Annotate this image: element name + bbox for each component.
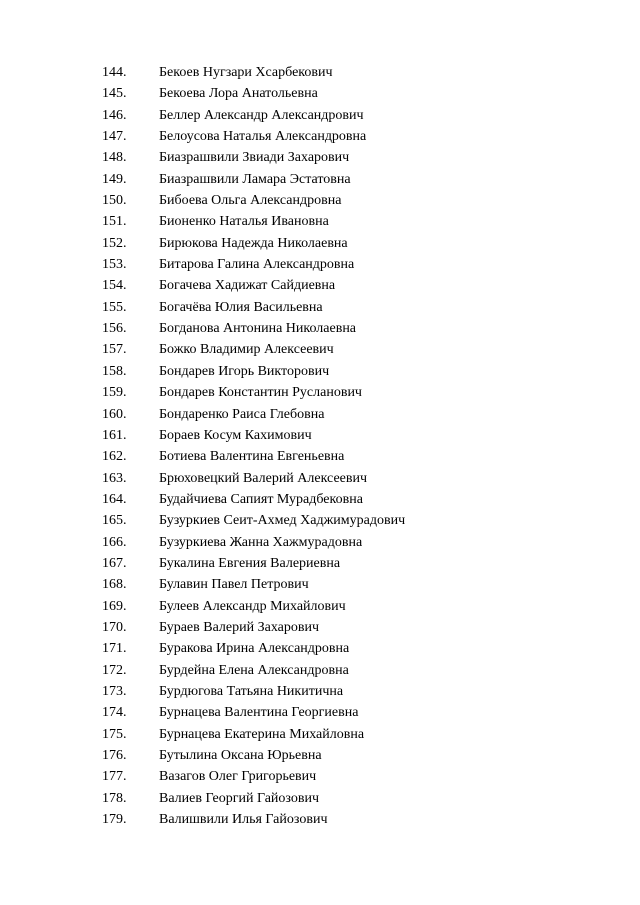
entry-name: Бораев Косум Кахимович xyxy=(159,427,312,443)
entry-name: Бондаренко Раиса Глебовна xyxy=(159,406,325,422)
list-item xyxy=(0,766,640,787)
entry-number: 179. xyxy=(102,812,127,828)
entry-number: 165. xyxy=(102,513,127,529)
entry-name: Булеев Александр Михайлович xyxy=(159,598,346,614)
entry-name: Бекоев Нугзари Хсарбекович xyxy=(159,65,333,80)
entry-name: Битарова Галина Александровна xyxy=(159,257,355,273)
list-item xyxy=(0,83,640,104)
entry-number: 146. xyxy=(102,107,127,123)
list-item xyxy=(0,660,640,681)
entry-name: Беллер Александр Александрович xyxy=(159,107,364,123)
entry-name: Ботиева Валентина Евгеньевна xyxy=(159,449,345,465)
list-item xyxy=(0,745,640,766)
entry-number: 160. xyxy=(102,406,127,422)
entry-number: 164. xyxy=(102,491,127,507)
list-item xyxy=(0,553,640,574)
entry-number: 166. xyxy=(102,534,127,550)
entry-name: Божко Владимир Алексеевич xyxy=(159,342,334,358)
list-item xyxy=(0,62,640,83)
entry-number: 159. xyxy=(102,385,127,401)
entry-number: 152. xyxy=(102,235,127,251)
entry-number: 176. xyxy=(102,748,127,763)
list-item xyxy=(0,297,640,318)
entry-name: Бекоева Лора Анатольевна xyxy=(159,86,318,102)
entry-name: Бондарев Игорь Викторович xyxy=(159,363,330,379)
entry-number: 161. xyxy=(102,427,127,443)
entry-name: Бузуркиева Жанна Хажмурадовна xyxy=(159,534,363,550)
entry-number: 145. xyxy=(102,86,127,102)
list-item xyxy=(0,382,640,403)
list-item xyxy=(0,190,640,211)
entry-name: Булавин Павел Петрович xyxy=(159,577,309,593)
list-item xyxy=(0,638,640,659)
entry-name: Бураев Валерий Захарович xyxy=(159,619,319,635)
entry-number: 153. xyxy=(102,257,127,273)
list-item xyxy=(0,425,640,446)
list-item xyxy=(0,147,640,168)
entry-name: Бурдюгова Татьяна Никитична xyxy=(159,683,344,699)
entry-number: 147. xyxy=(102,129,127,145)
entry-name: Вазагов Олег Григорьевич xyxy=(159,769,317,785)
list-item xyxy=(0,233,640,254)
entry-number: 149. xyxy=(102,171,127,187)
entry-name: Валишвили Илья Гайозович xyxy=(159,812,328,828)
list-item xyxy=(0,211,640,232)
entry-number: 151. xyxy=(102,214,127,230)
list-item xyxy=(0,489,640,510)
list-item xyxy=(0,574,640,595)
entry-number: 177. xyxy=(102,769,127,785)
entry-name: Бузуркиев Сеит-Ахмед Хаджимурадович xyxy=(159,513,406,529)
entry-name: Буракова Ирина Александровна xyxy=(159,641,350,657)
entry-name: Бутылина Оксана Юрьевна xyxy=(159,748,322,763)
list-item xyxy=(0,596,640,617)
entry-name: Брюховецкий Валерий Алексеевич xyxy=(159,470,368,486)
entry-number: 169. xyxy=(102,598,127,614)
list-item xyxy=(0,788,640,809)
entry-number: 148. xyxy=(102,150,127,166)
list-item xyxy=(0,105,640,126)
list-item xyxy=(0,510,640,531)
list-item xyxy=(0,532,640,553)
list-item xyxy=(0,169,640,190)
list-item xyxy=(0,809,640,830)
list-item xyxy=(0,339,640,360)
entry-name: Будайчиева Сапият Мурадбековна xyxy=(159,491,363,507)
entry-number: 154. xyxy=(102,278,127,294)
entry-name: Белоусова Наталья Александровна xyxy=(159,129,367,145)
entry-name: Бурдейна Елена Александровна xyxy=(159,662,349,678)
entry-name: Богданова Антонина Николаевна xyxy=(159,321,357,337)
entry-number: 172. xyxy=(102,662,127,678)
list-item xyxy=(0,404,640,425)
entry-number: 150. xyxy=(102,193,127,209)
entry-name: Бондарев Константин Русланович xyxy=(159,385,362,401)
entry-number: 144. xyxy=(102,65,127,80)
list-item xyxy=(0,702,640,723)
entry-number: 170. xyxy=(102,619,127,635)
entry-number: 157. xyxy=(102,342,127,358)
list-item xyxy=(0,468,640,489)
entry-number: 168. xyxy=(102,577,127,593)
list-item xyxy=(0,724,640,745)
entry-number: 171. xyxy=(102,641,127,657)
entry-name: Букалина Евгения Валериевна xyxy=(159,555,341,571)
entry-number: 175. xyxy=(102,726,127,742)
entry-number: 163. xyxy=(102,470,127,486)
entry-number: 167. xyxy=(102,555,127,571)
entry-number: 178. xyxy=(102,790,127,806)
name-list xyxy=(0,62,640,830)
list-item xyxy=(0,617,640,638)
entry-name: Богачева Хадижат Сайдиевна xyxy=(159,278,336,294)
entry-number: 155. xyxy=(102,299,127,315)
list-item xyxy=(0,126,640,147)
entry-name: Биазрашвили Ламара Эстатовна xyxy=(159,171,351,187)
entry-number: 158. xyxy=(102,363,127,379)
entry-name: Бионенко Наталья Ивановна xyxy=(159,214,329,230)
entry-name: Бирюкова Надежда Николаевна xyxy=(159,235,348,251)
list-item xyxy=(0,275,640,296)
list-item xyxy=(0,446,640,467)
entry-name: Бурнацева Валентина Георгиевна xyxy=(159,705,359,721)
entry-number: 173. xyxy=(102,683,127,699)
list-item xyxy=(0,681,640,702)
entry-number: 156. xyxy=(102,321,127,337)
list-item xyxy=(0,254,640,275)
entry-name: Валиев Георгий Гайозович xyxy=(159,790,319,806)
list-item xyxy=(0,361,640,382)
entry-name: Бурнацева Екатерина Михайловна xyxy=(159,726,365,742)
entry-name: Биазрашвили Звиади Захарович xyxy=(159,150,350,166)
entry-number: 174. xyxy=(102,705,127,721)
entry-number: 162. xyxy=(102,449,127,465)
entry-name: Бибоева Ольга Александровна xyxy=(159,193,342,209)
list-item xyxy=(0,318,640,339)
entry-name: Богачёва Юлия Васильевна xyxy=(159,299,323,315)
